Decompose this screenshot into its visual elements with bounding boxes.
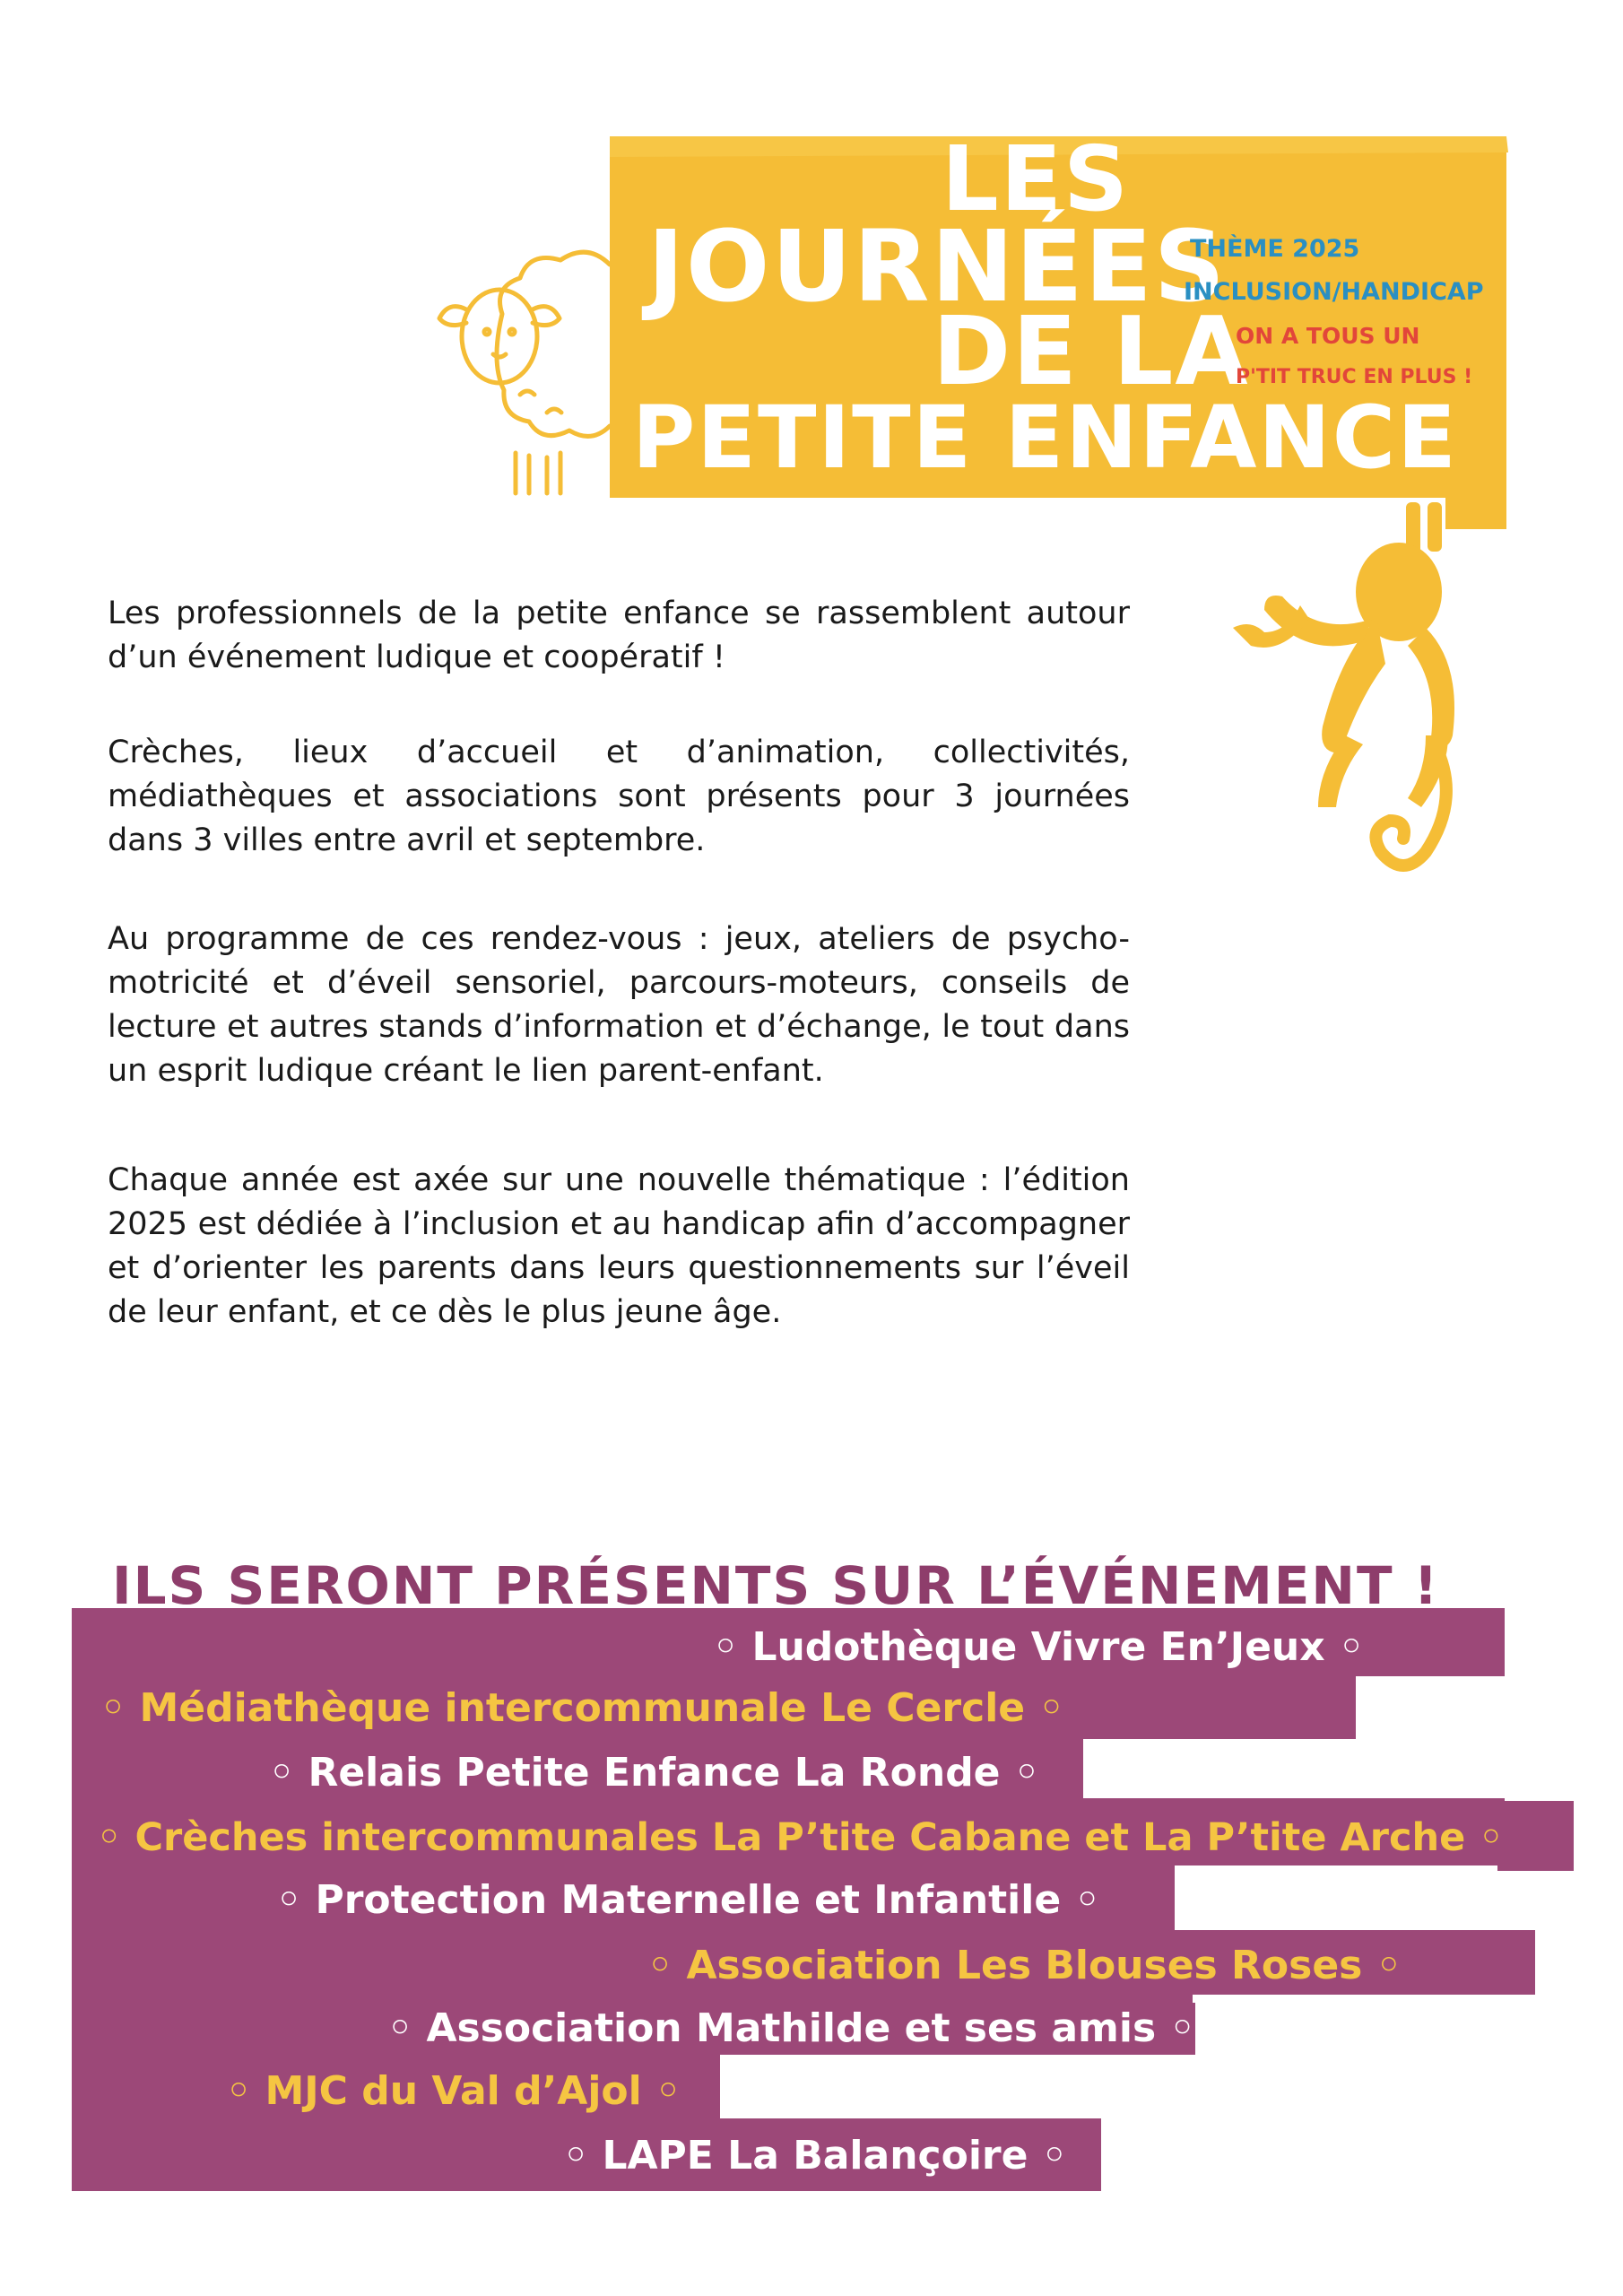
participant-item: ◦ Crèches intercommunales La P’tite Cabane et La P’tite Arche ◦ [97, 1812, 1504, 1864]
participant-item: ◦ LAPE La Balançoire ◦ [563, 2130, 1067, 2182]
edge-gap [1083, 1739, 1514, 1798]
title-line-4 [632, 387, 1458, 488]
paragraph-2: Crèches, lieux d’accueil et d’animation, collectivités, médiathèques et associations sont présents pour 3 journées dans 3 villes entre avril et septembre. [108, 735, 1130, 858]
participant-item: ◦ MJC du Val d’Ajol ◦ [226, 2066, 681, 2118]
paragraph-4: Chaque année est axée sur une nouvelle thématique : l’édition 2025 est dédiée à l’inclusion et au handicap afin d’accompagner et d’orienter les parents dans leurs questionnements sur l’éveil de leur enfant, et ce dès le plus jeune âge. [108, 1162, 1130, 1330]
participant-item: ◦ Association Les Blouses Roses ◦ [647, 1940, 1402, 1992]
theme-paragraph [108, 1159, 1130, 1335]
title-les: LES [942, 126, 1131, 231]
title-de-la: DE LA [933, 297, 1250, 406]
title-petite-enfance: PETITE ENFANCE [632, 387, 1458, 488]
program-paragraph [108, 918, 1130, 1093]
slogan-line-1: ON A TOUS UN [1236, 323, 1420, 349]
participant-item: ◦ Relais Petite Enfance La Ronde ◦ [269, 1747, 1039, 1799]
title-journees: JOURNÉES [647, 209, 1228, 324]
participant-item: ◦ Protection Maternelle et Infantile ◦ [276, 1874, 1100, 1926]
participant-item: ◦ Association Mathilde et ses amis ◦ [387, 2003, 1195, 2055]
paragraph-3: Au programme de ces rendez-vous : jeux, ateliers de psycho-motricité et d’éveil sensoriel, parcours-moteurs, conseils de lecture et autres stands d’information et d’échange, le tout dans un esprit ludique créant le lien parent-enfant. [108, 921, 1130, 1089]
theme-label: THÈME 2025 [1190, 235, 1360, 263]
intro-paragraph [108, 592, 1130, 680]
theme-name: INCLUSION/HANDICAP [1184, 278, 1484, 306]
monkey-icon [1233, 502, 1454, 865]
participant-item: ◦ Médiathèque intercommunale Le Cercle ◦ [100, 1683, 1064, 1735]
edge-extension [1497, 1801, 1574, 1871]
paragraph-1: Les professionnels de la petite enfance se rassemblent autour d’un événement ludique et coopératif ! [108, 596, 1130, 675]
slogan-line-2: P'TIT TRUC EN PLUS ! [1236, 366, 1473, 388]
edge-gap [1356, 1676, 1508, 1739]
title-line-3 [933, 297, 1250, 406]
edge-gap [720, 2054, 1518, 2118]
participants-title: ILS SERONT PRÉSENTS SUR L’ÉVÉNEMENT ! [112, 1555, 1440, 1605]
edge-gap [1101, 2118, 1514, 2195]
participant-item: ◦ Ludothèque Vivre En’Jeux ◦ [713, 1622, 1364, 1674]
structures-paragraph [108, 731, 1130, 863]
edge-gap [1175, 1866, 1515, 1930]
edge-extension [1497, 1930, 1535, 1995]
edge-gap [1193, 1995, 1515, 2054]
